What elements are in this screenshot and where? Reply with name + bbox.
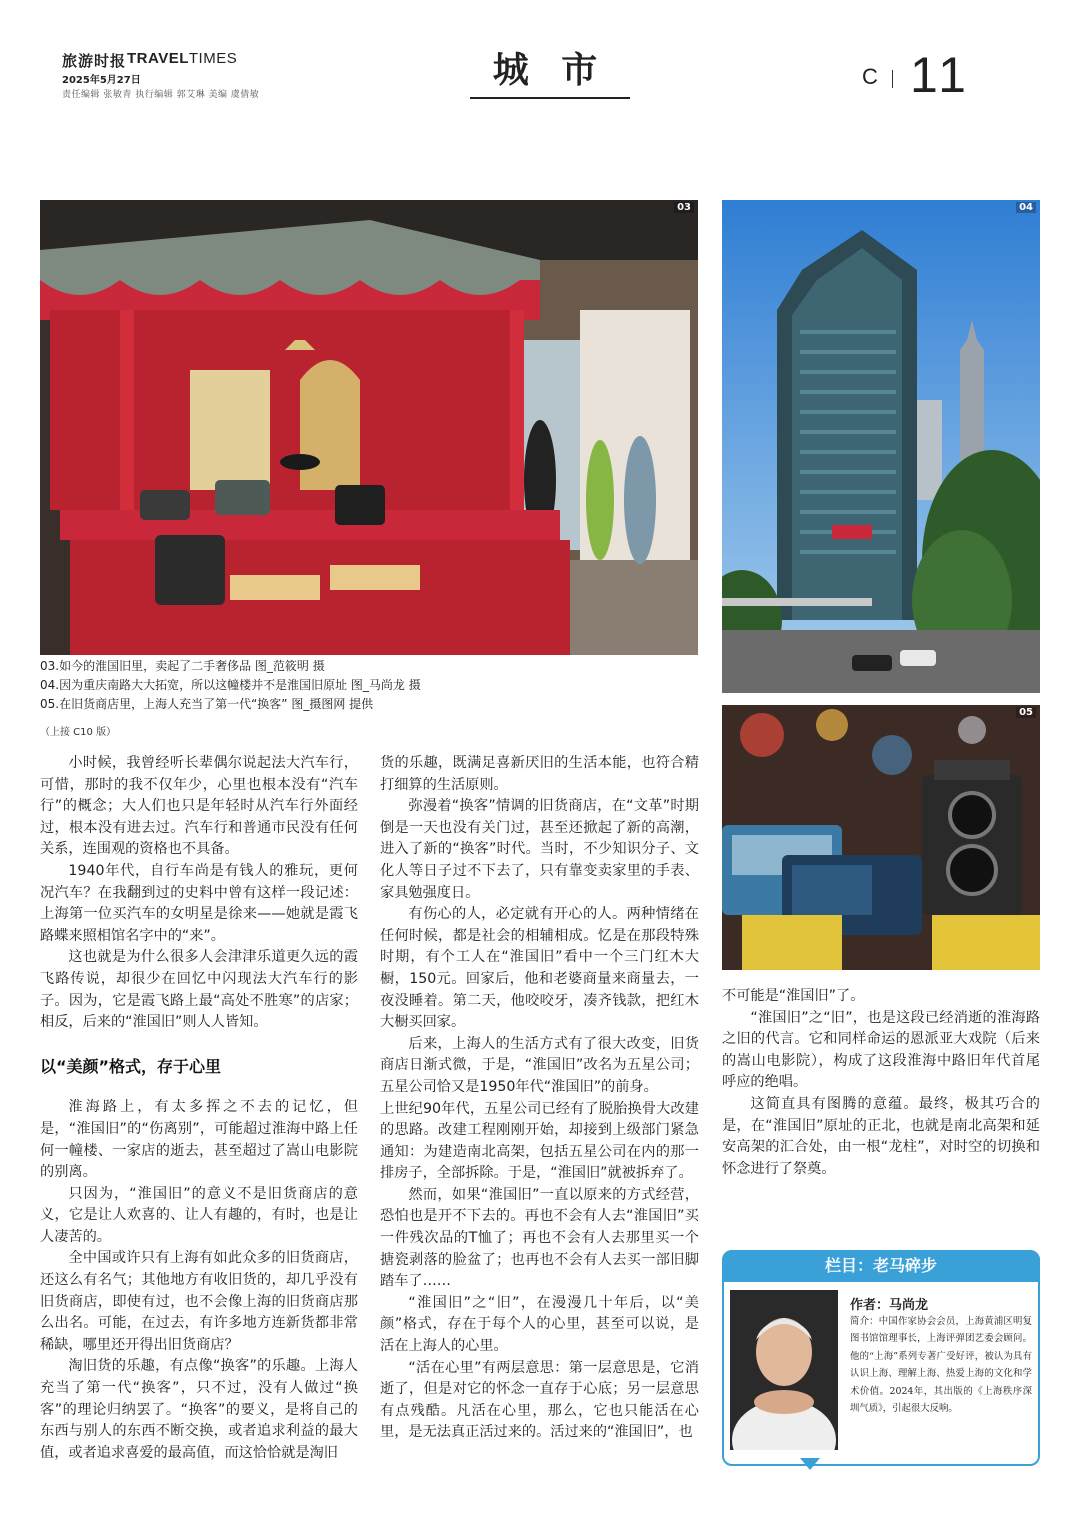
photo-number-05: 05 — [1016, 707, 1036, 718]
paragraph: 弥漫着“换客”情调的旧货商店，在“文革”时期倒是一天也没有关门过，甚至还掀起了新的高潮，进入了新的“换客”时代。当时，不少知识分子、文化人等日子过不下去了，只有靠变卖家里的手表、家具勉强度日。 — [380, 798, 699, 901]
paragraph: 上世纪90年代，五星公司已经有了脱胎换骨大改建的思路。改建工程刚刚开始，却接到上级部门紧急通知：为建造南北高架，包括五星公司在内的那一排房子，全部拆除。于是，“淮国旧”就被拆弃了。 — [380, 1100, 699, 1182]
caption-03: 03.如今的淮国旧里，卖起了二手奢侈品 图_范筱明 摄 — [40, 659, 325, 673]
paragraph: 1940年代，自行车尚是有钱人的雅玩，更何况汽车？在我翻到过的史料中曾有这样一段记述：上海第一位买汽车的女明星是徐来——她就是霞飞路蝶来照相馆名字中的“来”。 — [40, 862, 358, 944]
column-box-pointer — [800, 1458, 820, 1470]
photo-captions — [40, 657, 700, 714]
page-separator — [892, 70, 893, 88]
photo-04-tower-building — [722, 200, 1040, 693]
photo-05-vintage-cameras — [722, 705, 1040, 970]
column-box-title: 栏目：老马碎步 — [722, 1250, 1040, 1282]
paragraph: 只因为，“淮国旧”的意义不是旧货商店的意义，它是让人欢喜的、让人有趣的，有时，也是让人凄苦的。 — [40, 1185, 358, 1245]
issue-date: 2025年5月27日 — [62, 75, 141, 86]
caption-05: 05.在旧货商店里，上海人充当了第一代“换客” 图_摄图网 提供 — [40, 697, 374, 711]
author-bio: 简介：中国作家协会会员，上海黄浦区明复图书馆馆理事长，上海评弹团艺委会顾问。他的“上海”系列专著广受好评，被认为具有认识上海、理解上海、热爱上海的文化和学术价值。2024年，其出版的《上海秩序深圳气质》，引起很大反响。 — [850, 1316, 1032, 1415]
paragraph: 全中国或许只有上海有如此众多的旧货商店，还这么有名气；其他地方有收旧货的，却几乎没有旧货商店，即使有过，也不会像上海的旧货商店那么出名。可能，在过去，有许多地方连新货都非常稀缺，哪里还开得出旧货商店？ — [40, 1250, 358, 1353]
paragraph: 然而，如果“淮国旧”一直以原来的方式经营，恐怕也是开不下去的。再也不会有人去“淮国旧”买一件残次品的T恤了；再也不会有人去那里买一个搪瓷剥落的脸盆了；也再也不会有人去买一部旧脚踏车了…… — [380, 1186, 699, 1290]
paragraph: 淘旧货的乐趣，有点像“换客”的乐趣。上海人充当了第一代“换客”，只不过，没有人做过“换客”的理论归纳罢了。“换客”的要义，是将自己的东西与别人的东西不断交换，或者追求利益的最大值，或者追求喜爱的最高值，而这恰恰就是淘旧 — [40, 1358, 358, 1461]
photo-number-04: 04 — [1016, 202, 1036, 213]
paragraph: 淮海路上，有太多挥之不去的记忆，但是，“淮国旧”的“伤离别”，可能超过淮海中路上任何一幢楼、一家店的逝去，甚至超过了嵩山电影院的别离。 — [40, 1099, 358, 1181]
section-title: 城 市 — [492, 49, 608, 91]
page-number: 11 — [910, 47, 970, 103]
author-portrait — [730, 1290, 838, 1450]
paragraph: 这简直具有图腾的意蕴。最终，极其巧合的是，在“淮国旧”原址的正北，也就是南北高架和延安高架的汇合处，由一根“龙柱”，对时空的切换和怀念进行了祭奠。 — [722, 1095, 1040, 1177]
caption-04: 04.因为重庆南路大大拓宽，所以这幢楼并不是淮国旧原址 图_马尚龙 摄 — [40, 678, 421, 692]
paragraph: “活在心里”有两层意思：第一层意思是，它消逝了，但是对它的怀念一直存于心底；另一层意思有点残酷。凡活在心里，那么，它也只能活在心里，是无法真正活过来的。活过来的“淮国旧”，也 — [380, 1359, 699, 1441]
paragraph: 后来，上海人的生活方式有了很大改变，旧货商店日渐式微，于是，“淮国旧”改名为五星公司；五星公司恰又是1950年代“淮国旧”的前身。 — [380, 1035, 699, 1095]
author-name: 作者：马尚龙 — [850, 1298, 929, 1313]
subheading: 以“美颜”格式，存于心里 — [40, 1056, 222, 1076]
masthead-name-cn: 旅游时报 — [62, 52, 127, 70]
masthead-en-bold: TRAVEL — [127, 50, 189, 67]
paragraph: 有伤心的人，必定就有开心的人。两种情绪在任何时候，都是社会的相辅相成。忆是在那段特殊时期，有个工人在“淮国旧”看中一个三门红木大橱，150元。回家后，他和老婆商量来商量去，一夜没睡着。第二天，他咬咬牙，凑齐钱款，把红木大橱买回家。 — [380, 906, 699, 1031]
masthead-en-light: TIMES — [188, 50, 238, 67]
paragraph: 小时候，我曾经听长辈偶尔说起法大汽车行，可惜，那时的我不仅年少，心里也根本没有“汽车行”的概念；大人们也只是年轻时从汽车行外面经过，根本没有进去过。汽车行和普通市民没有任何关系，连围观的资格也不具备。 — [40, 755, 358, 858]
continued-from-note: （上接 C10 版） — [40, 727, 117, 738]
section-title-rule — [470, 97, 630, 99]
paragraph: “淮国旧”之“旧”，也是这段已经消逝的淮海路之旧的代言。它和同样命运的恩派亚大戏院（后来的嵩山电影院），构成了这段淮海中路旧年代首尾呼应的绝唱。 — [722, 1009, 1040, 1091]
masthead-name-en — [127, 50, 237, 67]
article-column-1 — [40, 753, 358, 1464]
article-column-3 — [722, 986, 1040, 1180]
paragraph: 货的乐趣，既满足喜新厌旧的生活本能，也符合精打细算的生活原则。 — [380, 755, 699, 793]
photo-03-shop-booth — [40, 200, 698, 655]
paragraph: “淮国旧”之“旧”，在漫漫几十年后，以“美颜”格式，存在于每个人的心里，甚至可以说，是活在上海人的心里。 — [380, 1294, 699, 1355]
photo-number-03: 03 — [674, 202, 694, 213]
article-column-2 — [380, 753, 699, 1444]
paragraph: 这也就是为什么很多人会津津乐道更久远的霞飞路传说，却很少在回忆中闪现法大汽车行的影子。因为，它是霞飞路上最“高处不胜寒”的店家；相反，后来的“淮国旧”则人人皆知。 — [40, 949, 358, 1031]
editor-credits: 责任编辑 张敏青 执行编辑 郭艾琳 美编 虞倩敏 — [62, 90, 260, 100]
page-letter: C — [862, 64, 878, 89]
paragraph: 不可能是“淮国旧”了。 — [722, 988, 865, 1004]
